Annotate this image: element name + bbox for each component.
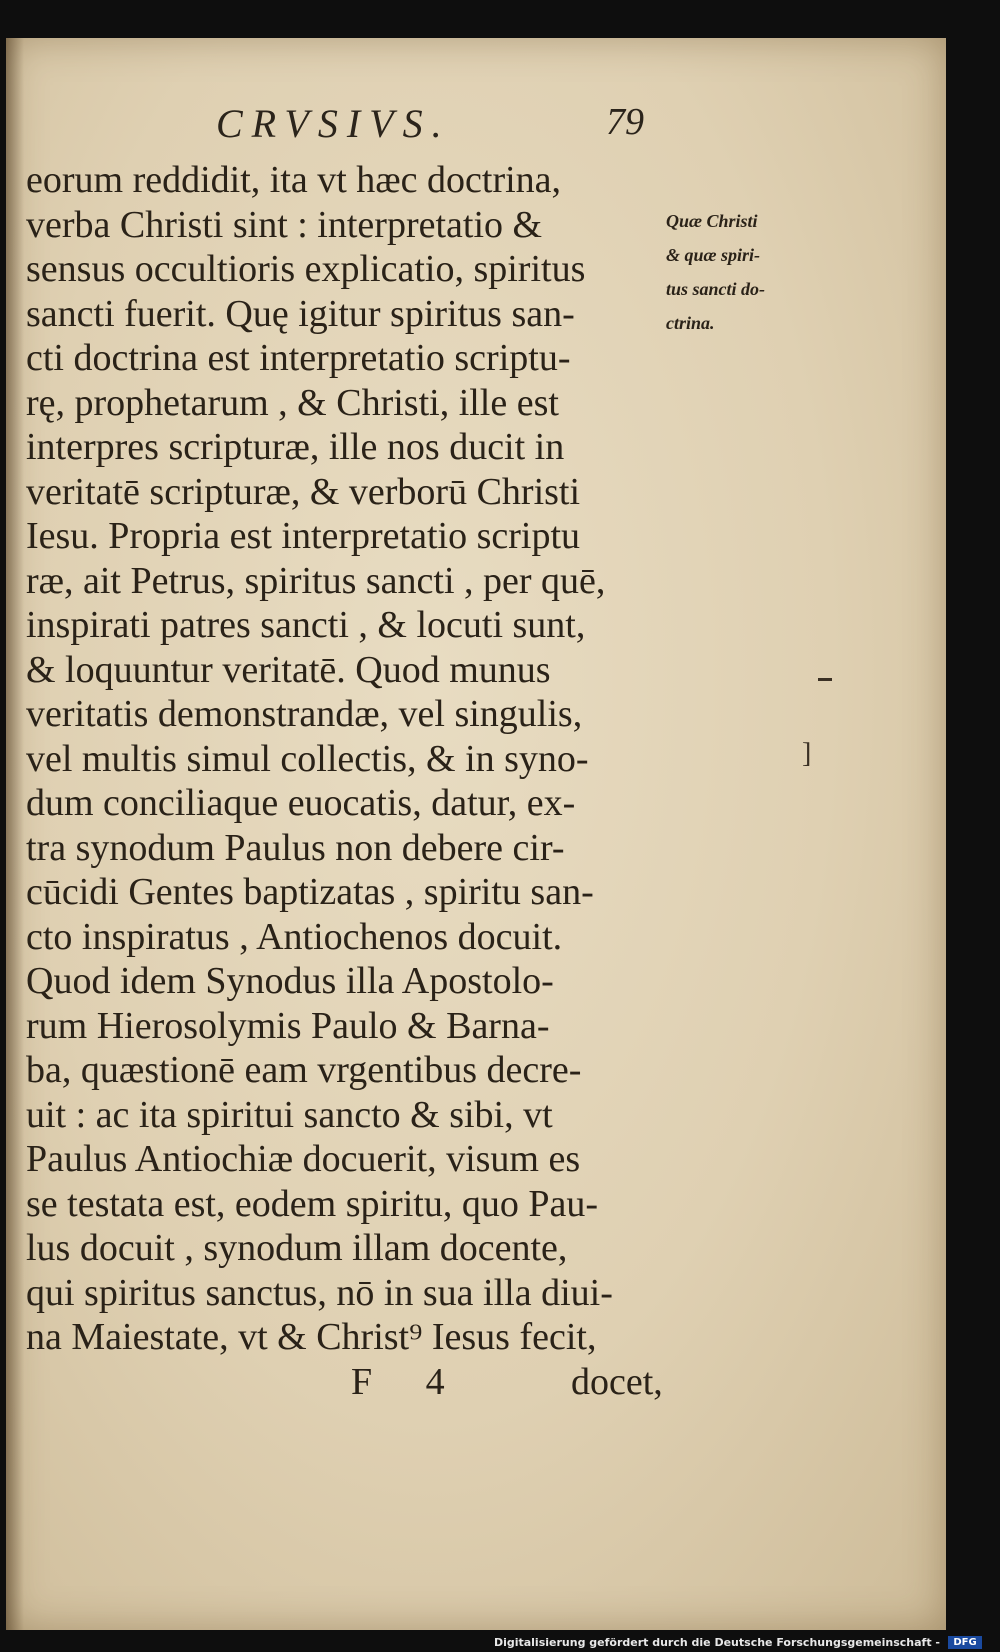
margin-dash-mark [818, 678, 832, 681]
text-line: ræ, ait Petrus, spiritus sancti , per quē, [26, 559, 606, 602]
body-text [26, 158, 686, 1360]
text-line: cti doctrina est interpretatio scriptu- [26, 337, 571, 379]
text-line: lus docuit , synodum illam docente, [26, 1227, 568, 1269]
text-line: ba, quæstionē eam vrgentibus decre- [26, 1049, 582, 1091]
margin-bracket-mark: ] [802, 738, 812, 769]
running-head [6, 100, 946, 150]
text-line: na Maiestate, vt & Christ⁹ Iesus fecit, [26, 1316, 597, 1358]
text-line: veritatis demonstrandæ, vel singulis, [26, 693, 583, 735]
text-line: sensus occultioris explicatio, spiritus [26, 248, 586, 290]
text-line: Quod idem Synodus illa Apostolo- [26, 960, 554, 1002]
signature-mark: F 4 [351, 1361, 467, 1403]
text-line: eorum reddidit, ita vt hæc doctrina, [26, 159, 562, 201]
text-line: se testata est, eodem spiritu, quo Pau- [26, 1182, 598, 1225]
dfg-logo-icon: DFG [948, 1636, 982, 1649]
text-line: uit : ac ita spiritui sancto & sibi, vt [26, 1093, 553, 1136]
margin-note-line: tus sancti do- [666, 279, 766, 299]
margin-note-line: Quæ Christi [666, 211, 758, 231]
margin-note [666, 204, 816, 340]
text-line: tra synodum Paulus non debere cir- [26, 826, 565, 869]
running-title: CRVSIVS. [216, 101, 451, 146]
text-line: rum Hierosolymis Paulo & Barna- [26, 1004, 550, 1047]
margin-note-line: ctrina. [666, 313, 715, 333]
credit-strip [0, 1632, 1000, 1652]
text-line: verba Christi sint : interpretatio & [26, 203, 543, 246]
text-line: Iesu. Propria est interpretatio scriptu [26, 515, 581, 557]
text-line: qui spiritus sanctus, nō in sua illa diui- [26, 1271, 613, 1314]
text-line: rę, prophetarum , & Christi, ille est [26, 381, 559, 424]
text-line: interpres scripturæ, ille nos ducit in [26, 426, 565, 468]
text-line: sancti fuerit. Quę igitur spiritus san- [26, 292, 575, 335]
text-line: cūcidi Gentes baptizatas , spiritu san- [26, 871, 594, 913]
text-line: Paulus Antiochiæ docuerit, visum es [26, 1138, 581, 1180]
text-line: inspirati patres sancti , & locuti sunt, [26, 604, 586, 646]
catchword: docet, [571, 1361, 663, 1403]
text-line: & loquuntur veritatē. Quod munus [26, 648, 551, 691]
margin-note-line: & quæ spiri- [666, 245, 761, 265]
page-footer [6, 1360, 946, 1410]
text-line: dum conciliaque euocatis, datur, ex- [26, 782, 576, 824]
text-line: veritatē scripturæ, & verborū Christi [26, 470, 581, 513]
book-page [6, 38, 946, 1630]
digitization-credit: Digitalisierung gefördert durch die Deutsche Forschungsgemeinschaft - [493, 1636, 940, 1649]
page-number: 79 [606, 101, 644, 143]
text-line: vel multis simul collectis, & in syno- [26, 737, 589, 780]
text-line: cto inspiratus , Antiochenos docuit. [26, 915, 563, 958]
